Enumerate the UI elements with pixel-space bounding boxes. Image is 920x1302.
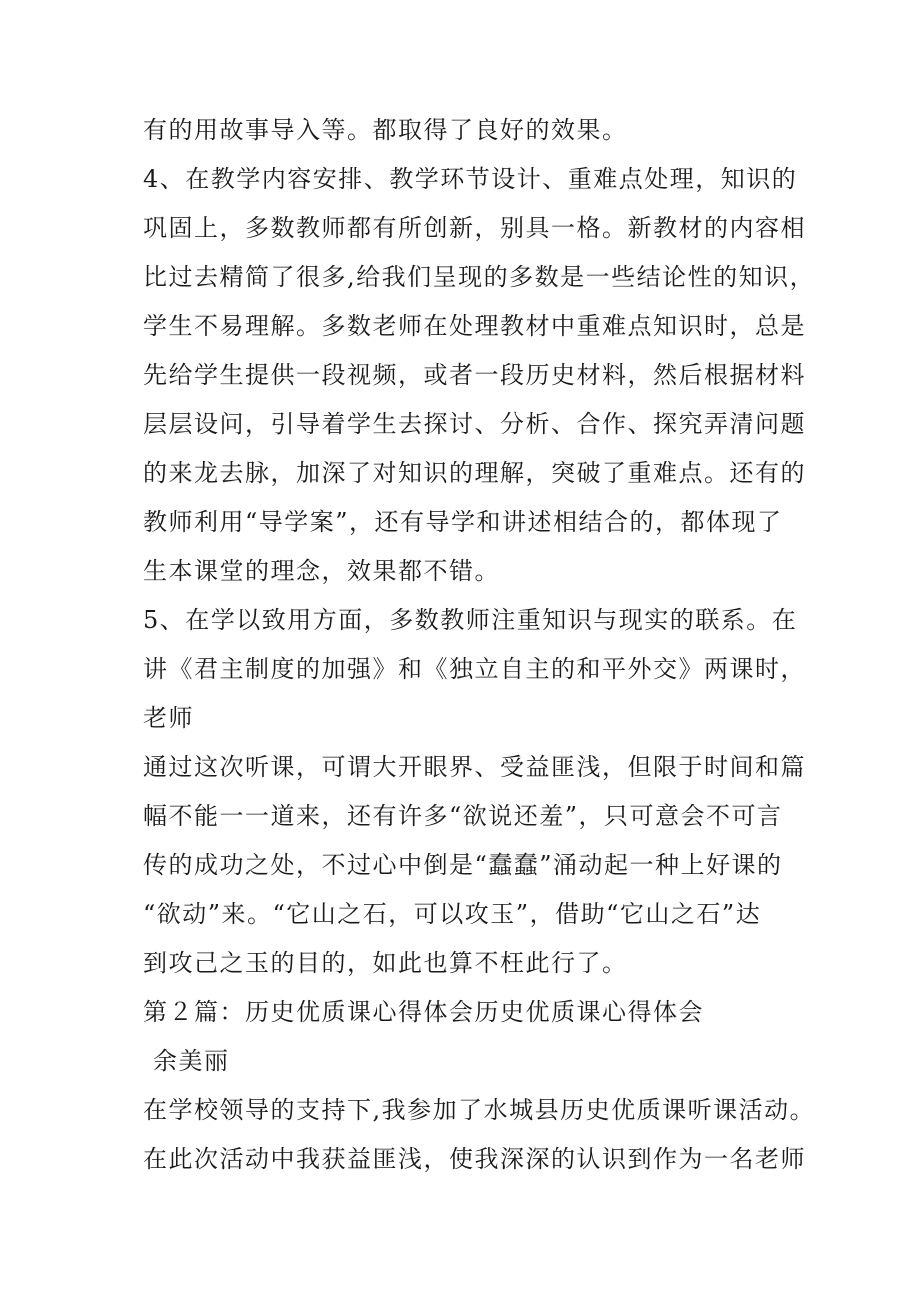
text-line: 到攻己之玉的目的，如此也算不枉此行了。: [143, 949, 628, 977]
text-line: 老师: [143, 704, 194, 732]
text-line: 4、在教学内容安排、教学环节设计、重难点处理，知识的: [143, 165, 798, 193]
text-line: 学生不易理解。多数老师在处理教材中重难点知识时，总是: [143, 312, 806, 340]
text-line: 生本课堂的理念，效果都不错。: [143, 557, 500, 585]
document-body: [143, 106, 816, 1184]
text-line: “欲动”来。“它山之石，可以攻玉”，借助“它山之石”达: [143, 900, 762, 928]
text-line: 通过这次听课，可谓大开眼界、受益匪浅，但限于时间和篇: [143, 753, 806, 781]
text-line: 教师利用“导学案”，还有导学和讲述相结合的，都体现了: [143, 508, 783, 536]
text-line: 在学校领导的支持下,我参加了水城县历史优质课听课活动。: [143, 1096, 816, 1124]
text-line: 巩固上，多数教师都有所创新，别具一格。新教材的内容相: [143, 214, 806, 242]
text-line: 先给学生提供一段视频，或者一段历史材料，然后根据材料: [143, 361, 806, 389]
text-line: 层层设问，引导着学生去探讨、分析、合作、探究弄清问题: [143, 410, 806, 438]
section-heading: 第２篇：历史优质课心得体会历史优质课心得体会: [143, 998, 704, 1026]
text-line: 在此次活动中我获益匪浅，使我深深的认识到作为一名老师: [143, 1145, 806, 1173]
text-line: 比过去精简了很多,给我们呈现的多数是一些结论性的知识，: [143, 263, 816, 291]
text-line: 有的用故事导入等。都取得了良好的效果。: [143, 116, 628, 144]
text-line: 传的成功之处，不过心中倒是“蠢蠢”涌动起一种上好课的: [143, 851, 783, 879]
author-name: 余美丽: [153, 1047, 230, 1075]
text-line: 讲《君主制度的加强》和《独立自主的和平外交》两课时，: [143, 655, 806, 683]
text-line: 的来龙去脉，加深了对知识的理解，突破了重难点。还有的: [143, 459, 806, 487]
text-line: 5、在学以致用方面，多数教师注重知识与现实的联系。在: [143, 606, 798, 634]
text-line: 幅不能一一道来，还有许多“欲说还羞”，只可意会不可言: [143, 802, 783, 830]
